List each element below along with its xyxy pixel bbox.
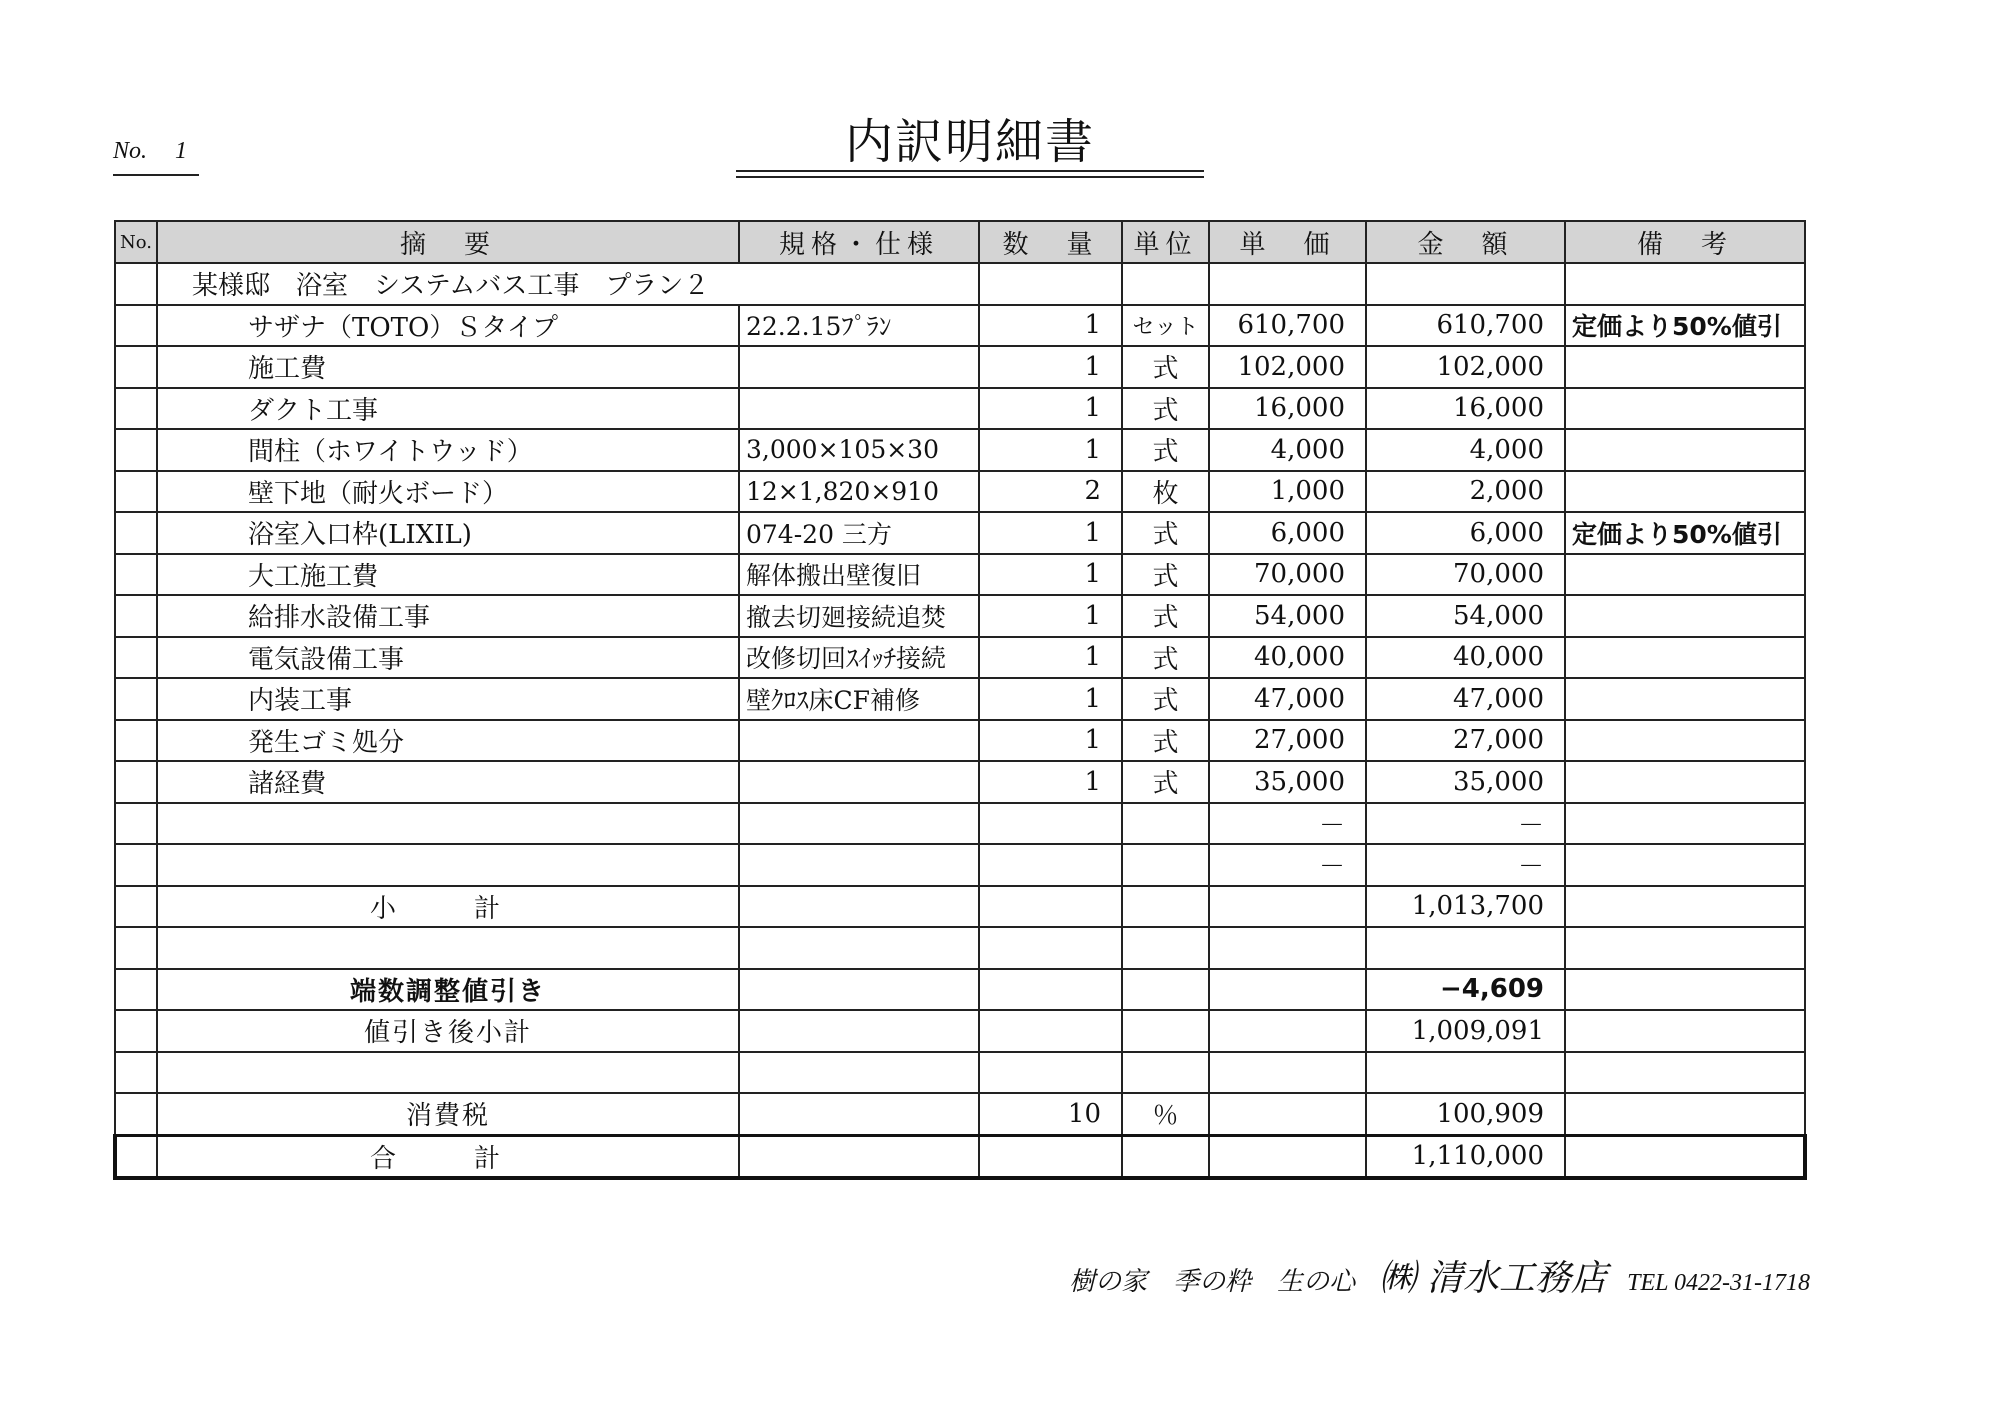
after-discount-label: 値引き後小計: [157, 1010, 739, 1052]
item-spec: 壁ｸﾛｽ床CF補修: [739, 678, 979, 720]
table-row: [115, 512, 1805, 554]
empty-row: [115, 1052, 1805, 1094]
company-tel: TEL 0422-31-1718: [1627, 1270, 1810, 1296]
item-amount: 47,000: [1366, 678, 1565, 720]
item-amount: 16,000: [1366, 388, 1565, 430]
project-title: 某様邸 浴室 システムバス工事 プラン２: [157, 263, 979, 305]
item-spec: 撤去切廻接続追焚: [739, 595, 979, 637]
company-footer: [980, 1250, 1810, 1301]
after-discount-row: [115, 1010, 1805, 1052]
item-unit: 式: [1122, 429, 1209, 471]
blank-row: [115, 844, 1805, 886]
item-remark: 定価より50%値引: [1565, 305, 1805, 347]
item-price: 4,000: [1209, 429, 1366, 471]
item-name: ダクト工事: [157, 388, 739, 430]
empty-row: [115, 927, 1805, 969]
item-amount: 35,000: [1366, 761, 1565, 803]
header-no: No.: [115, 221, 157, 263]
document-number: [113, 138, 199, 176]
item-spec: 3,000×105×30: [739, 429, 979, 471]
item-remark: 定価より50%値引: [1565, 512, 1805, 554]
item-price: 1,000: [1209, 471, 1366, 513]
blank-price-dash: －: [1209, 844, 1366, 886]
table-row: [115, 305, 1805, 347]
tax-rate: 10: [979, 1093, 1122, 1135]
tax-row: [115, 1093, 1805, 1135]
item-spec: [739, 388, 979, 430]
item-amount: 102,000: [1366, 346, 1565, 388]
header-price: 単 価: [1209, 221, 1366, 263]
document-number-value: 1: [175, 138, 188, 164]
blank-amount-dash: －: [1366, 803, 1565, 845]
item-price: 54,000: [1209, 595, 1366, 637]
item-amount: 70,000: [1366, 554, 1565, 596]
header-summary: 摘 要: [157, 221, 739, 263]
item-qty: 1: [979, 429, 1122, 471]
item-name: 浴室入口枠(LIXIL): [157, 512, 739, 554]
item-price: 16,000: [1209, 388, 1366, 430]
item-unit: 式: [1122, 761, 1209, 803]
item-name: 発生ゴミ処分: [157, 720, 739, 762]
item-name: 内装工事: [157, 678, 739, 720]
item-unit: 枚: [1122, 471, 1209, 513]
item-price: 610,700: [1209, 305, 1366, 347]
item-remark: [1565, 388, 1805, 430]
item-remark: [1565, 429, 1805, 471]
item-remark: [1565, 637, 1805, 679]
project-row: [115, 263, 1805, 305]
item-amount: 54,000: [1366, 595, 1565, 637]
item-unit: 式: [1122, 512, 1209, 554]
breakdown-table: [113, 220, 1807, 1180]
item-name: 大工施工費: [157, 554, 739, 596]
header-qty: 数 量: [979, 221, 1122, 263]
item-unit: 式: [1122, 595, 1209, 637]
adjustment-label: 端数調整値引き: [157, 969, 739, 1011]
item-qty: 1: [979, 678, 1122, 720]
item-remark: [1565, 554, 1805, 596]
item-spec: 12×1,820×910: [739, 471, 979, 513]
header-unit: 単位: [1122, 221, 1209, 263]
title-underline-double: [736, 176, 1204, 178]
item-amount: 6,000: [1366, 512, 1565, 554]
item-qty: 2: [979, 471, 1122, 513]
subtotal-amount: 1,013,700: [1366, 886, 1565, 928]
item-amount: 40,000: [1366, 637, 1565, 679]
company-motto: 樹の家 季の粋 生の心: [1069, 1267, 1356, 1297]
blank-row: [115, 803, 1805, 845]
total-label: 合 計: [157, 1135, 739, 1178]
item-spec: [739, 346, 979, 388]
item-price: 27,000: [1209, 720, 1366, 762]
item-amount: 2,000: [1366, 471, 1565, 513]
item-remark: [1565, 346, 1805, 388]
table-row: [115, 595, 1805, 637]
item-unit: 式: [1122, 637, 1209, 679]
item-name: 電気設備工事: [157, 637, 739, 679]
item-unit: 式: [1122, 678, 1209, 720]
table-row: [115, 429, 1805, 471]
item-spec: 074-20 三方: [739, 512, 979, 554]
item-unit: 式: [1122, 388, 1209, 430]
table-row: [115, 678, 1805, 720]
item-name: 給排水設備工事: [157, 595, 739, 637]
item-unit: 式: [1122, 554, 1209, 596]
item-price: 102,000: [1209, 346, 1366, 388]
header-spec: 規格・仕様: [739, 221, 979, 263]
total-row: [115, 1135, 1805, 1178]
item-remark: [1565, 720, 1805, 762]
item-price: 35,000: [1209, 761, 1366, 803]
item-amount: 27,000: [1366, 720, 1565, 762]
table-row: [115, 761, 1805, 803]
company-name: ㈱ 清水工務店: [1379, 1258, 1607, 1299]
header-row: [115, 221, 1805, 263]
blank-amount-dash: －: [1366, 844, 1565, 886]
table-row: [115, 720, 1805, 762]
table-row: [115, 554, 1805, 596]
item-spec: [739, 720, 979, 762]
table-row: [115, 346, 1805, 388]
item-qty: 1: [979, 595, 1122, 637]
item-price: 70,000: [1209, 554, 1366, 596]
item-price: 6,000: [1209, 512, 1366, 554]
item-remark: [1565, 595, 1805, 637]
item-qty: 1: [979, 346, 1122, 388]
tax-label: 消費税: [157, 1093, 739, 1135]
item-price: 47,000: [1209, 678, 1366, 720]
item-name: サザナ（TOTO）Ｓタイプ: [157, 305, 739, 347]
table-row: [115, 471, 1805, 513]
table-row: [115, 388, 1805, 430]
item-qty: 1: [979, 637, 1122, 679]
blank-price-dash: －: [1209, 803, 1366, 845]
tax-amount: 100,909: [1366, 1093, 1565, 1135]
item-qty: 1: [979, 554, 1122, 596]
item-spec: 22.2.15ﾌﾟﾗﾝ: [739, 305, 979, 347]
item-spec: [739, 761, 979, 803]
item-qty: 1: [979, 761, 1122, 803]
item-qty: 1: [979, 720, 1122, 762]
item-amount: 610,700: [1366, 305, 1565, 347]
item-unit: 式: [1122, 346, 1209, 388]
title-underline: [736, 170, 1204, 172]
adjustment-row: [115, 969, 1805, 1011]
item-name: 諸経費: [157, 761, 739, 803]
header-amount: 金 額: [1366, 221, 1565, 263]
item-remark: [1565, 761, 1805, 803]
item-spec: 解体搬出壁復旧: [739, 554, 979, 596]
after-discount-amount: 1,009,091: [1366, 1010, 1565, 1052]
item-amount: 4,000: [1366, 429, 1565, 471]
document-number-label: No.: [113, 138, 148, 164]
item-unit: セット: [1122, 305, 1209, 347]
item-qty: 1: [979, 512, 1122, 554]
tax-unit: ％: [1122, 1093, 1209, 1135]
item-name: 間柱（ホワイトウッド）: [157, 429, 739, 471]
item-qty: 1: [979, 388, 1122, 430]
item-name: 施工費: [157, 346, 739, 388]
subtotal-label: 小 計: [157, 886, 739, 928]
item-remark: [1565, 471, 1805, 513]
item-price: 40,000: [1209, 637, 1366, 679]
total-amount: 1,110,000: [1366, 1135, 1565, 1178]
row-no: [115, 263, 157, 305]
item-spec: 改修切回ｽｲｯﾁ接続: [739, 637, 979, 679]
item-remark: [1565, 678, 1805, 720]
item-unit: 式: [1122, 720, 1209, 762]
header-remark: 備 考: [1565, 221, 1805, 263]
adjustment-amount: −4,609: [1366, 969, 1565, 1011]
item-qty: 1: [979, 305, 1122, 347]
table-row: [115, 637, 1805, 679]
item-name: 壁下地（耐火ボード）: [157, 471, 739, 513]
page-title: 内訳明細書: [844, 114, 1095, 170]
subtotal-row: [115, 886, 1805, 928]
